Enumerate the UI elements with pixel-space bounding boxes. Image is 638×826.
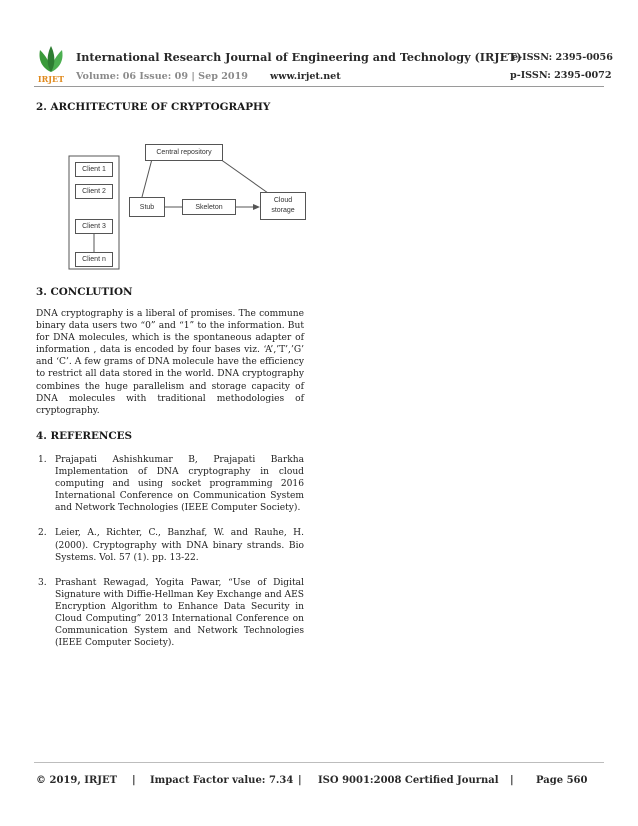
irjet-logo <box>34 44 68 84</box>
stub-repo-line <box>142 159 152 197</box>
section-title: 3. CONCLUTION <box>36 286 133 298</box>
reference-item <box>36 577 304 650</box>
footer-separator: | <box>298 775 302 786</box>
irjet-leaf-icon <box>34 44 68 84</box>
client-2-box: Client 2 <box>75 184 113 199</box>
section-references <box>36 430 304 649</box>
reference-text: Prajapati Ashishkumar B, Prajapati Barkha Implementation of DNA cryptography in cloud computing and using socket programming 2016 International Conference on Communication System and Network Technologies (IEEE Computer Society). <box>55 455 304 514</box>
conclusion-paragraph: DNA cryptography is a liberal of promises. The commune binary data users two “0” and “1” to the information. But for DNA molecules, which is the spontaneous adapter of information , data is encoded by four bases viz. ‘A’,’T’,’G’ and ‘C’. A few grams of DNA molecule have the efficiency to restrict all data stored in the world. DNA cryptography combines the huge parallelism and storage capacity of DNA molecules with traditional methodologies of cryptography. <box>36 309 304 416</box>
header-rule <box>34 86 604 87</box>
e-issn: e-ISSN: 2395-0056 <box>512 52 613 63</box>
section-title: 4. REFERENCES <box>36 430 133 442</box>
client-3-box: Client 3 <box>75 219 113 234</box>
journal-title: International Research Journal of Engineering and Technology (IRJET) <box>76 50 522 64</box>
p-issn: p-ISSN: 2395-0072 <box>510 70 612 81</box>
cloud-label-line1: Cloud <box>273 197 293 204</box>
section-title: 2. ARCHITECTURE OF CRYPTOGRAPHY <box>36 101 271 113</box>
footer-impact-factor: Impact Factor value: 7.34 <box>150 775 294 786</box>
reference-number: 3. <box>38 577 47 588</box>
reference-item <box>36 527 304 563</box>
footer-iso: ISO 9001:2008 Certified Journal <box>318 775 499 786</box>
website-link[interactable]: www.irjet.net <box>270 71 341 82</box>
cloud-label-line2: storage <box>271 207 295 214</box>
reference-list <box>36 454 304 649</box>
logo-text: IRJET <box>37 74 65 84</box>
section-conclusion <box>36 286 304 417</box>
footer-separator: | <box>510 775 514 786</box>
client-1-box: Client 1 <box>75 162 113 177</box>
page-header <box>0 0 638 100</box>
cloud-storage-box <box>260 192 306 220</box>
skeleton-box: Skeleton <box>182 199 236 215</box>
section-architecture <box>36 101 304 113</box>
architecture-diagram <box>60 140 320 272</box>
repo-cloud-line <box>220 159 268 193</box>
reference-number: 2. <box>38 528 47 539</box>
footer-copyright: © 2019, IRJET <box>36 775 118 786</box>
reference-number: 1. <box>38 455 47 465</box>
volume-issue: Volume: 06 Issue: 09 | Sep 2019 <box>76 71 248 82</box>
footer-page-number: Page 560 <box>536 775 588 786</box>
reference-text: Prashant Rewagad, Yogita Pawar, “Use of Digital Signature with Diffie-Hellman Key Exchange and AES Encryption Algorithm to Enhance Data Security in Cloud Computing” 2013 International Conference on Communication System and Network Technologies (IEEE Computer Society). <box>55 577 304 649</box>
skeleton-cloud-arrowhead <box>253 204 260 210</box>
footer-rule <box>34 762 604 763</box>
stub-box: Stub <box>129 197 165 217</box>
reference-text: Leier, A., Richter, C., Banzhaf, W. and Rauhe, H. (2000). Cryptography with DNA binary strands. Bio Systems. Vol. 57 (1). pp. 13-22. <box>55 528 304 563</box>
client-n-box: Client n <box>75 252 113 267</box>
reference-item <box>36 454 304 514</box>
footer-separator: | <box>132 775 136 786</box>
central-repository-box: Central repository <box>145 144 223 161</box>
